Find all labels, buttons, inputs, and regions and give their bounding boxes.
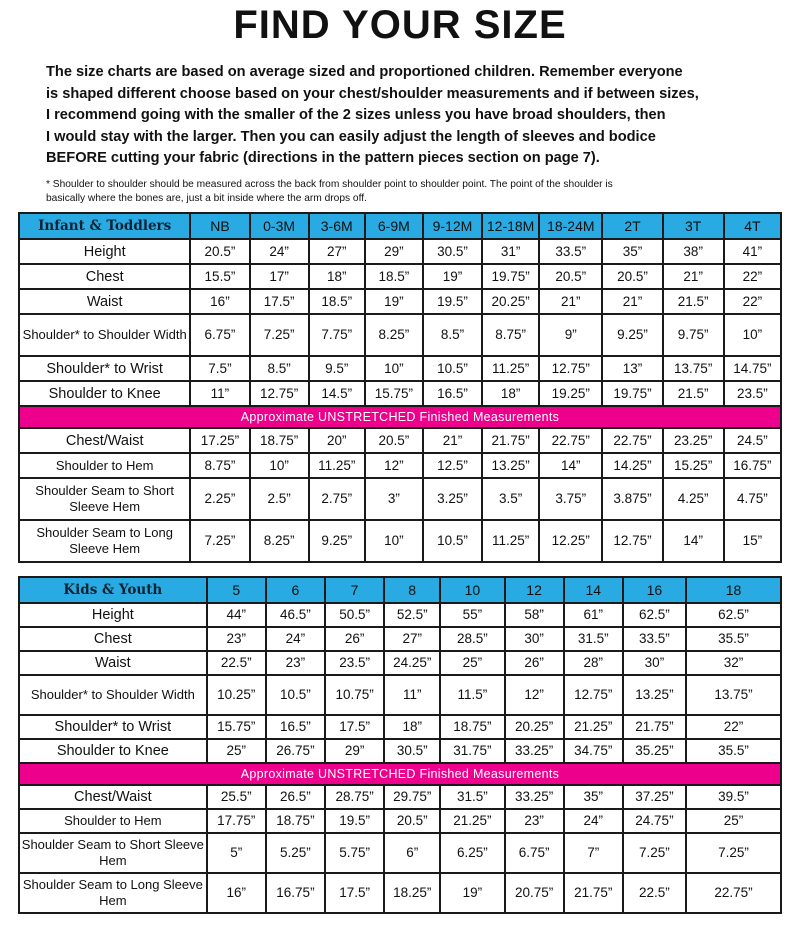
measurement-cell: 27”: [309, 239, 365, 264]
size-column-header: NB: [190, 213, 249, 239]
measurement-cell: 31.5”: [440, 785, 504, 809]
measurement-cell: 19.75”: [482, 264, 539, 289]
note-line: basically where the bones are, just a bit inside where the arm drops off.: [46, 192, 367, 204]
measurement-cell: 16”: [207, 873, 266, 913]
finished-measurements-band: [19, 406, 781, 428]
measurement-cell: 31”: [482, 239, 539, 264]
measurement-cell: 23.5”: [325, 651, 384, 675]
measurement-cell: 22.75”: [539, 428, 602, 453]
measurement-cell: 10.5”: [266, 675, 325, 715]
size-header-row: [19, 213, 781, 239]
intro-line: I would stay with the larger. Then you can easily adjust the length of sleeves and bodice: [46, 128, 656, 145]
measurement-cell: 10.5”: [423, 520, 482, 562]
measurement-cell: 19.5”: [325, 809, 384, 833]
measurement-cell: 7.25”: [623, 833, 686, 873]
table-row: [19, 809, 781, 833]
measurement-cell: 33.25”: [505, 785, 564, 809]
measurement-cell: 7.5”: [190, 356, 249, 381]
measurement-cell: 2.5”: [250, 478, 309, 520]
row-label: Shoulder Seam to Short Sleeve Hem: [19, 833, 207, 873]
measurement-cell: 16.5”: [423, 381, 482, 406]
measurement-cell: 44”: [207, 603, 266, 627]
measurement-cell: 28.5”: [440, 627, 504, 651]
table-row: [19, 603, 781, 627]
measurement-cell: 13”: [602, 356, 662, 381]
size-column-header: 7: [325, 577, 384, 603]
measurement-cell: 16.5”: [266, 715, 325, 739]
table-row: [19, 428, 781, 453]
measurement-cell: 28.75”: [325, 785, 384, 809]
measurement-cell: 35.25”: [623, 739, 686, 763]
measurement-cell: 18.75”: [266, 809, 325, 833]
measurement-cell: 9.5”: [309, 356, 365, 381]
measurement-cell: 20.5”: [602, 264, 662, 289]
infant-toddler-size-chart: [18, 212, 782, 563]
measurement-cell: 21.75”: [482, 428, 539, 453]
measurement-cell: 8.25”: [250, 520, 309, 562]
measurement-cell: 9.75”: [663, 314, 724, 356]
measurement-cell: 9.25”: [309, 520, 365, 562]
kids-youth-size-chart: [18, 576, 782, 914]
measurement-cell: 20.75”: [505, 873, 564, 913]
measurement-cell: 8.75”: [190, 453, 249, 478]
measurement-cell: 22”: [686, 715, 781, 739]
measurement-cell: 7.25”: [686, 833, 781, 873]
measurement-cell: 35.5”: [686, 627, 781, 651]
measurement-cell: 3.75”: [539, 478, 602, 520]
measurement-cell: 39.5”: [686, 785, 781, 809]
measurement-cell: 22.5”: [623, 873, 686, 913]
measurement-cell: 10.25”: [207, 675, 266, 715]
measurement-cell: 11.25”: [482, 520, 539, 562]
table-row: [19, 651, 781, 675]
row-label: Waist: [19, 651, 207, 675]
size-column-header: 3-6M: [309, 213, 365, 239]
measurement-cell: 21”: [423, 428, 482, 453]
measurement-cell: 13.25”: [482, 453, 539, 478]
measurement-cell: 26.5”: [266, 785, 325, 809]
measurement-cell: 58”: [505, 603, 564, 627]
measurement-cell: 9”: [539, 314, 602, 356]
measurement-cell: 9.25”: [602, 314, 662, 356]
size-column-header: 6-9M: [365, 213, 423, 239]
measurement-cell: 22”: [724, 264, 781, 289]
measurement-cell: 21.5”: [663, 289, 724, 314]
measurement-cell: 19”: [423, 264, 482, 289]
row-label: Shoulder* to Shoulder Width: [19, 675, 207, 715]
size-column-header: 12: [505, 577, 564, 603]
measurement-cell: 13.75”: [686, 675, 781, 715]
table-row: [19, 478, 781, 520]
measurement-cell: 18”: [384, 715, 440, 739]
measurement-cell: 14.5”: [309, 381, 365, 406]
measurement-cell: 8.5”: [423, 314, 482, 356]
measurement-cell: 19.25”: [539, 381, 602, 406]
measurement-cell: 33.5”: [623, 627, 686, 651]
measurement-cell: 17.5”: [325, 873, 384, 913]
measurement-cell: 24”: [250, 239, 309, 264]
measurement-cell: 55”: [440, 603, 504, 627]
measurement-cell: 50.5”: [325, 603, 384, 627]
measurement-cell: 3.875”: [602, 478, 662, 520]
measurement-cell: 25”: [686, 809, 781, 833]
measurement-cell: 6.75”: [505, 833, 564, 873]
row-label: Shoulder Seam to Short Sleeve Hem: [19, 478, 190, 520]
measurement-cell: 29.75”: [384, 785, 440, 809]
measurement-cell: 6.25”: [440, 833, 504, 873]
chart-header-label: Kids & Youth: [19, 577, 207, 603]
measurement-cell: 6.75”: [190, 314, 249, 356]
row-label: Shoulder to Knee: [19, 739, 207, 763]
measurement-cell: 15.75”: [365, 381, 423, 406]
measurement-cell: 11”: [384, 675, 440, 715]
row-label: Shoulder to Hem: [19, 809, 207, 833]
size-column-header: 10: [440, 577, 504, 603]
row-label: Chest: [19, 627, 207, 651]
measurement-cell: 62.5”: [686, 603, 781, 627]
row-label: Shoulder to Hem: [19, 453, 190, 478]
measurement-cell: 31.75”: [440, 739, 504, 763]
measurement-cell: 30”: [623, 651, 686, 675]
measurement-cell: 4.75”: [724, 478, 781, 520]
measurement-cell: 38”: [663, 239, 724, 264]
measurement-cell: 19.5”: [423, 289, 482, 314]
measurement-cell: 52.5”: [384, 603, 440, 627]
measurement-cell: 12.75”: [564, 675, 623, 715]
intro-line: The size charts are based on average sized and proportioned children. Remember everyone: [46, 64, 683, 80]
measurement-cell: 17.75”: [207, 809, 266, 833]
measurement-cell: 62.5”: [623, 603, 686, 627]
measurement-cell: 25”: [440, 651, 504, 675]
size-column-header: 18-24M: [539, 213, 602, 239]
measurement-cell: 28”: [564, 651, 623, 675]
measurement-cell: 20”: [309, 428, 365, 453]
measurement-cell: 10”: [250, 453, 309, 478]
row-label: Shoulder* to Wrist: [19, 715, 207, 739]
measurement-cell: 15.25”: [663, 453, 724, 478]
measurement-cell: 41”: [724, 239, 781, 264]
row-label: Waist: [19, 289, 190, 314]
size-column-header: 8: [384, 577, 440, 603]
measurement-cell: 16”: [190, 289, 249, 314]
measurement-cell: 18”: [309, 264, 365, 289]
measurement-cell: 26”: [505, 651, 564, 675]
measurement-cell: 10”: [724, 314, 781, 356]
measurement-cell: 21.75”: [564, 873, 623, 913]
measurement-cell: 14”: [539, 453, 602, 478]
measurement-cell: 33.5”: [539, 239, 602, 264]
measurement-cell: 23”: [266, 651, 325, 675]
measurement-cell: 2.75”: [309, 478, 365, 520]
measurement-note: [46, 178, 776, 205]
table-row: [19, 785, 781, 809]
measurement-cell: 12.75”: [539, 356, 602, 381]
row-label: Chest/Waist: [19, 428, 190, 453]
measurement-cell: 10.75”: [325, 675, 384, 715]
row-label: Shoulder* to Wrist: [19, 356, 190, 381]
measurement-cell: 3.25”: [423, 478, 482, 520]
row-label: Chest: [19, 264, 190, 289]
measurement-cell: 12”: [505, 675, 564, 715]
size-column-header: 16: [623, 577, 686, 603]
measurement-cell: 24.25”: [384, 651, 440, 675]
measurement-cell: 31.5”: [564, 627, 623, 651]
measurement-cell: 3.5”: [482, 478, 539, 520]
measurement-cell: 17.25”: [190, 428, 249, 453]
measurement-cell: 23.5”: [724, 381, 781, 406]
table-row: [19, 314, 781, 356]
row-label: Chest/Waist: [19, 785, 207, 809]
table-row: [19, 289, 781, 314]
measurement-cell: 10”: [365, 520, 423, 562]
measurement-cell: 11.5”: [440, 675, 504, 715]
measurement-cell: 21”: [602, 289, 662, 314]
table-row: [19, 520, 781, 562]
measurement-cell: 11”: [190, 381, 249, 406]
table-row: [19, 239, 781, 264]
measurement-cell: 5.75”: [325, 833, 384, 873]
measurement-cell: 22.5”: [207, 651, 266, 675]
measurement-cell: 26”: [325, 627, 384, 651]
measurement-cell: 20.5”: [539, 264, 602, 289]
measurement-cell: 22.75”: [602, 428, 662, 453]
table-row: [19, 715, 781, 739]
chart-header-label: Infant & Toddlers: [19, 213, 190, 239]
measurement-cell: 30”: [505, 627, 564, 651]
size-column-header: 2T: [602, 213, 662, 239]
measurement-cell: 34.75”: [564, 739, 623, 763]
measurement-cell: 11.25”: [309, 453, 365, 478]
measurement-cell: 21”: [663, 264, 724, 289]
measurement-cell: 10”: [365, 356, 423, 381]
measurement-cell: 29”: [365, 239, 423, 264]
size-column-header: 6: [266, 577, 325, 603]
row-label: Shoulder to Knee: [19, 381, 190, 406]
table-row: [19, 873, 781, 913]
intro-line: is shaped different choose based on your chest/shoulder measurements and if between sizes,: [46, 85, 699, 102]
measurement-cell: 18.75”: [440, 715, 504, 739]
measurement-cell: 20.25”: [482, 289, 539, 314]
measurement-cell: 20.5”: [384, 809, 440, 833]
measurement-cell: 12.75”: [602, 520, 662, 562]
finished-measurements-heading: Approximate UNSTRETCHED Finished Measurements: [19, 763, 781, 785]
size-column-header: 5: [207, 577, 266, 603]
measurement-cell: 35.5”: [686, 739, 781, 763]
table-row: [19, 627, 781, 651]
table-row: [19, 453, 781, 478]
measurement-cell: 17.5”: [250, 289, 309, 314]
measurement-cell: 21.75”: [623, 715, 686, 739]
measurement-cell: 8.5”: [250, 356, 309, 381]
measurement-cell: 14.75”: [724, 356, 781, 381]
table-row: [19, 381, 781, 406]
measurement-cell: 7.25”: [250, 314, 309, 356]
measurement-cell: 25”: [207, 739, 266, 763]
measurement-cell: 21.25”: [440, 809, 504, 833]
measurement-cell: 26.75”: [266, 739, 325, 763]
measurement-cell: 21”: [539, 289, 602, 314]
intro-line: I recommend going with the smaller of the 2 sizes unless you have broad shoulders, then: [46, 107, 666, 124]
measurement-cell: 37.25”: [623, 785, 686, 809]
measurement-cell: 19.75”: [602, 381, 662, 406]
measurement-cell: 22”: [724, 289, 781, 314]
measurement-cell: 32”: [686, 651, 781, 675]
measurement-cell: 22.75”: [686, 873, 781, 913]
intro-paragraph: [46, 62, 766, 170]
measurement-cell: 13.25”: [623, 675, 686, 715]
measurement-cell: 24.5”: [724, 428, 781, 453]
size-column-header: 12-18M: [482, 213, 539, 239]
measurement-cell: 4.25”: [663, 478, 724, 520]
measurement-cell: 46.5”: [266, 603, 325, 627]
measurement-cell: 11.25”: [482, 356, 539, 381]
row-label: Shoulder* to Shoulder Width: [19, 314, 190, 356]
measurement-cell: 15.5”: [190, 264, 249, 289]
table-row: [19, 675, 781, 715]
measurement-cell: 15.75”: [207, 715, 266, 739]
measurement-cell: 14.25”: [602, 453, 662, 478]
measurement-cell: 17.5”: [325, 715, 384, 739]
note-line: * Shoulder to shoulder should be measured across the back from shoulder point to shoulder point. The point of the shoulder is: [46, 179, 613, 190]
measurement-cell: 25.5”: [207, 785, 266, 809]
table-row: [19, 264, 781, 289]
finished-measurements-heading: Approximate UNSTRETCHED Finished Measurements: [19, 406, 781, 428]
row-label: Height: [19, 603, 207, 627]
measurement-cell: 15”: [724, 520, 781, 562]
measurement-cell: 13.75”: [663, 356, 724, 381]
measurement-cell: 20.5”: [190, 239, 249, 264]
measurement-cell: 24”: [266, 627, 325, 651]
measurement-cell: 35”: [602, 239, 662, 264]
measurement-cell: 33.25”: [505, 739, 564, 763]
measurement-cell: 20.5”: [365, 428, 423, 453]
measurement-cell: 18.5”: [365, 264, 423, 289]
row-label: Shoulder Seam to Long Sleeve Hem: [19, 520, 190, 562]
measurement-cell: 17”: [250, 264, 309, 289]
measurement-cell: 12.5”: [423, 453, 482, 478]
measurement-cell: 19”: [365, 289, 423, 314]
measurement-cell: 18”: [482, 381, 539, 406]
table-row: [19, 739, 781, 763]
size-column-header: 9-12M: [423, 213, 482, 239]
measurement-cell: 18.5”: [309, 289, 365, 314]
size-column-header: 18: [686, 577, 781, 603]
measurement-cell: 6”: [384, 833, 440, 873]
measurement-cell: 5”: [207, 833, 266, 873]
measurement-cell: 21.5”: [663, 381, 724, 406]
page-title: FIND YOUR SIZE: [233, 3, 567, 47]
measurement-cell: 10.5”: [423, 356, 482, 381]
row-label: Shoulder Seam to Long Sleeve Hem: [19, 873, 207, 913]
measurement-cell: 8.75”: [482, 314, 539, 356]
measurement-cell: 19”: [440, 873, 504, 913]
measurement-cell: 12.75”: [250, 381, 309, 406]
measurement-cell: 7.25”: [190, 520, 249, 562]
measurement-cell: 23”: [505, 809, 564, 833]
measurement-cell: 16.75”: [266, 873, 325, 913]
measurement-cell: 27”: [384, 627, 440, 651]
measurement-cell: 23.25”: [663, 428, 724, 453]
measurement-cell: 24.75”: [623, 809, 686, 833]
measurement-cell: 61”: [564, 603, 623, 627]
row-label: Height: [19, 239, 190, 264]
measurement-cell: 35”: [564, 785, 623, 809]
measurement-cell: 30.5”: [423, 239, 482, 264]
measurement-cell: 12”: [365, 453, 423, 478]
measurement-cell: 5.25”: [266, 833, 325, 873]
measurement-cell: 7”: [564, 833, 623, 873]
measurement-cell: 23”: [207, 627, 266, 651]
measurement-cell: 7.75”: [309, 314, 365, 356]
measurement-cell: 20.25”: [505, 715, 564, 739]
size-column-header: 4T: [724, 213, 781, 239]
table-row: [19, 356, 781, 381]
measurement-cell: 8.25”: [365, 314, 423, 356]
measurement-cell: 30.5”: [384, 739, 440, 763]
measurement-cell: 16.75”: [724, 453, 781, 478]
measurement-cell: 24”: [564, 809, 623, 833]
measurement-cell: 14”: [663, 520, 724, 562]
finished-measurements-band: [19, 763, 781, 785]
measurement-cell: 18.25”: [384, 873, 440, 913]
size-column-header: 3T: [663, 213, 724, 239]
table-row: [19, 833, 781, 873]
size-column-header: 0-3M: [250, 213, 309, 239]
measurement-cell: 3”: [365, 478, 423, 520]
measurement-cell: 2.25”: [190, 478, 249, 520]
measurement-cell: 12.25”: [539, 520, 602, 562]
measurement-cell: 18.75”: [250, 428, 309, 453]
size-header-row: [19, 577, 781, 603]
size-column-header: 14: [564, 577, 623, 603]
measurement-cell: 21.25”: [564, 715, 623, 739]
measurement-cell: 29”: [325, 739, 384, 763]
intro-line: BEFORE cutting your fabric (directions in the pattern pieces section on page 7).: [46, 150, 600, 167]
